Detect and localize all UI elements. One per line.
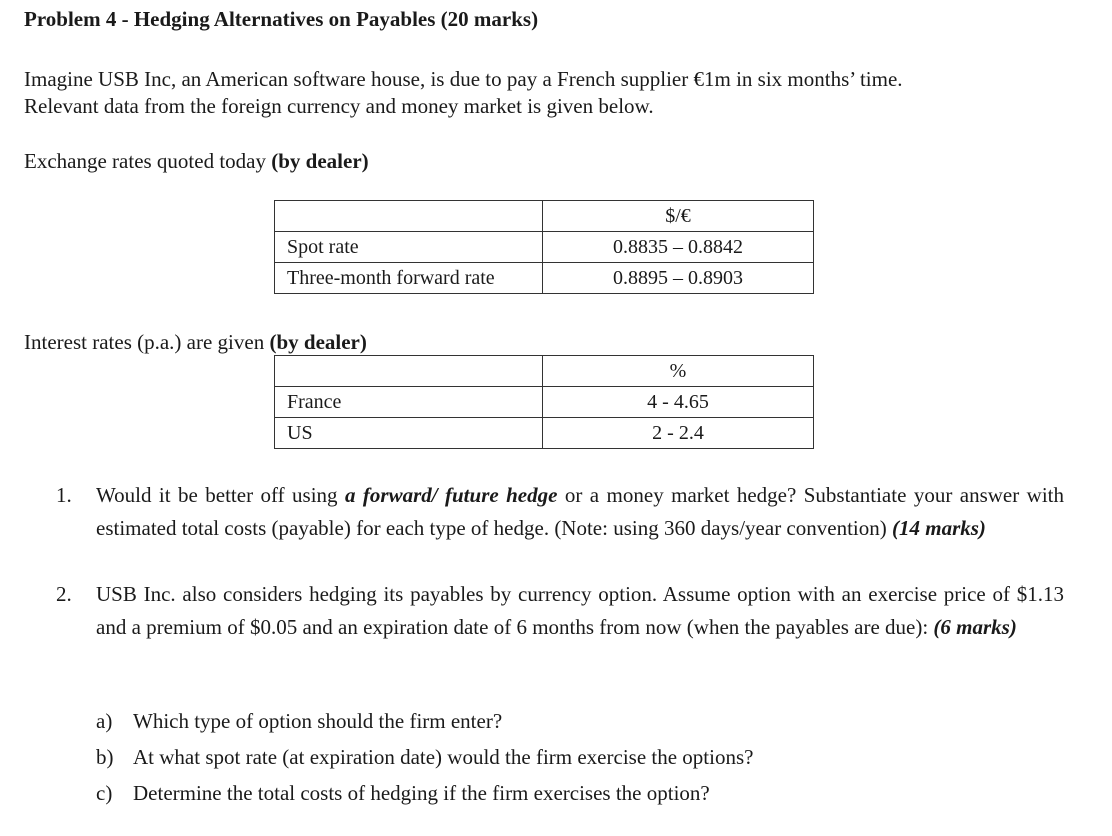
problem-title: Problem 4 - Hedging Alternatives on Payables (20 marks)	[24, 7, 539, 31]
table-row	[275, 387, 814, 418]
table-cell: France	[275, 387, 543, 418]
subquestion-a	[96, 703, 502, 739]
subquestion-letter: b)	[96, 745, 114, 769]
table-row	[275, 232, 814, 263]
question-1	[56, 479, 1064, 545]
intro-line-2: Relevant data from the foreign currency and money market is given below.	[24, 94, 654, 118]
table-cell: 0.8895 – 0.8903	[543, 263, 814, 294]
subquestion-letter: a)	[96, 709, 113, 733]
question-number: 2.	[56, 582, 72, 606]
intro-line-1: Imagine USB Inc, an American software house, is due to pay a French supplier €1m in six months’ time.	[24, 67, 903, 91]
interest-rate-table	[274, 355, 814, 449]
question-text-part: or a money market hedge? Substantiate your answer with estimated total costs (payable) for each type of hedge. (Note: using 360 days/year convention)	[96, 483, 1064, 540]
question-text	[96, 578, 1064, 644]
interest-label-bold: (by dealer)	[269, 330, 367, 354]
question-text-part: USB Inc. also considers hedging its payables by currency option. Assume option with an exercise price of $1.13 and a premium of $0.05 and an expiration date of 6 months from now (when the payables are due):	[96, 582, 1064, 639]
exchange-label-bold: (by dealer)	[271, 149, 369, 173]
table-row	[275, 201, 814, 232]
table-cell: Three-month forward rate	[275, 263, 543, 294]
table-cell: 2 - 2.4	[543, 418, 814, 449]
table-header: $/€	[543, 201, 814, 232]
question-marks: (14 marks)	[892, 516, 986, 540]
table-cell: Spot rate	[275, 232, 543, 263]
table-row	[275, 263, 814, 294]
table-header: %	[543, 356, 814, 387]
question-text	[96, 479, 1064, 545]
subquestion-text: Determine the total costs of hedging if the firm exercises the option?	[133, 781, 710, 805]
question-marks: (6 marks)	[933, 615, 1017, 639]
table-cell	[275, 356, 543, 387]
subquestion-c	[96, 775, 710, 811]
exchange-label-plain: Exchange rates quoted today	[24, 149, 272, 173]
interest-rates-label	[24, 329, 367, 355]
subquestion-text: Which type of option should the firm enter?	[133, 709, 503, 733]
exchange-rates-label	[24, 148, 369, 174]
table-row	[275, 418, 814, 449]
question-emphasis: a forward/ future hedge	[344, 483, 558, 507]
subquestion-letter: c)	[96, 781, 113, 805]
table-row	[275, 356, 814, 387]
table-cell: 0.8835 – 0.8842	[543, 232, 814, 263]
question-2	[56, 578, 1064, 644]
table-cell: 4 - 4.65	[543, 387, 814, 418]
question-number: 1.	[56, 483, 72, 507]
subquestion-text: At what spot rate (at expiration date) would the firm exercise the options?	[133, 745, 754, 769]
exchange-rate-table	[274, 200, 814, 294]
interest-label-plain: Interest rates (p.a.) are given	[24, 330, 270, 354]
question-text-part: Would it be better off using	[96, 483, 345, 507]
subquestion-b	[96, 739, 753, 775]
intro-paragraph	[24, 66, 1064, 120]
table-cell: US	[275, 418, 543, 449]
table-cell	[275, 201, 543, 232]
